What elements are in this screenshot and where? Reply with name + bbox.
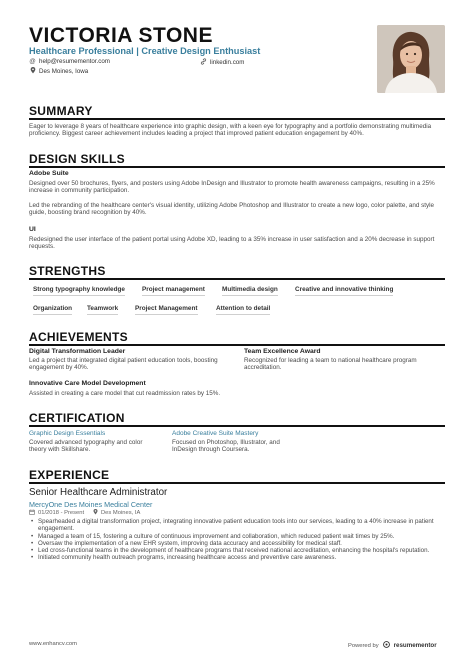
achievement-name: Team Excellence Award (244, 348, 321, 355)
list-item: • Spearheaded a digital transformation project, integrating innovative patient education tools into our services, leading to a 40% increase in patient engagement. (29, 518, 445, 533)
list-item: • Initiated community health outreach programs, increasing healthcare access and preventive care awareness. (29, 554, 445, 561)
job-location (93, 509, 140, 517)
experience-divider (29, 482, 445, 484)
certification-name: Adobe Creative Suite Mastery (172, 430, 259, 437)
design-skills-heading: DESIGN SKILLS (29, 152, 125, 166)
at-icon: @ (29, 58, 36, 65)
candidate-headline: Healthcare Professional | Creative Design Enthusiast (29, 46, 261, 56)
experience-bullets (29, 518, 445, 562)
strength-tag: Organization (33, 305, 72, 315)
email-text: help@resumementor.com (39, 58, 110, 65)
achievement-text: Assisted in creating a care model that cut readmission rates by 15%. (29, 390, 221, 397)
certification-text: Focused on Photoshop, Illustrator, and InDesign through Coursera. (172, 439, 280, 454)
skill-group-name: UI (29, 226, 36, 233)
strengths-divider (29, 278, 445, 280)
skill-group-paragraph: Redesigned the user interface of the patient portal using Adobe XD, leading to a 35% increase in user satisfaction and a 20% decrease in support requests. (29, 236, 435, 251)
brand-name: resumementor (393, 642, 437, 649)
achievements-heading: ACHIEVEMENTS (29, 330, 128, 344)
achievements-divider (29, 344, 445, 346)
strength-tag: Creative and innovative thinking (295, 286, 393, 296)
list-item: • Oversaw the implementation of a new EHR system, improving data accuracy and accessibility for medical staff. (29, 540, 445, 547)
footer-powered-by[interactable] (348, 641, 437, 650)
experience-heading: EXPERIENCE (29, 468, 110, 482)
strength-tag: Project Management (135, 305, 198, 315)
location-pin-icon (29, 67, 36, 76)
location-pin-icon (93, 509, 98, 517)
design-skills-divider (29, 166, 445, 168)
strengths-heading: STRENGTHS (29, 264, 106, 278)
brand-logo-icon (383, 641, 390, 650)
footer-website[interactable]: www.enhancv.com (29, 641, 77, 647)
achievement-text: Led a project that integrated digital patient education tools, boosting engagement by 40%. (29, 357, 218, 372)
strength-tag: Attention to detail (216, 305, 270, 315)
achievement-text: Recognized for leading a team to national healthcare program accreditation. (244, 357, 417, 372)
job-dates-text: 01/2018 - Present (38, 510, 85, 516)
strength-tag: Teamwork (87, 305, 118, 315)
summary-text: Eager to leverage 8 years of healthcare experience into graphic design, with a keen eye for typography and a portfolio demonstrating multimedia proficiency. Biggest career achievement includes leading a project that improved patient education engagement by 40%. (29, 123, 432, 138)
linkedin-text: linkedin.com (210, 59, 245, 66)
summary-divider (29, 118, 445, 120)
list-item: • Led cross-functional teams in the development of healthcare programs that received national accreditation, enhancing the hospital's reputation. (29, 547, 445, 554)
profile-photo (377, 25, 445, 93)
certification-name: Graphic Design Essentials (29, 430, 106, 437)
contact-email[interactable] (29, 58, 110, 65)
achievement-name: Digital Transformation Leader (29, 348, 126, 355)
achievement-name: Innovative Care Model Development (29, 380, 146, 387)
strength-tag: Project management (142, 286, 205, 296)
skill-group-name: Adobe Suite (29, 170, 69, 177)
contact-linkedin[interactable] (200, 58, 244, 67)
skill-group-paragraph: Led the rebranding of the healthcare center's visual identity, utilizing Adobe Photoshop and Illustrator to create a new logo, color palette, and style guide, boosting brand recognition by 40%. (29, 202, 435, 217)
certification-text: Covered advanced typography and color theory with Skillshare. (29, 439, 143, 454)
skill-group-paragraph: Designed over 50 brochures, flyers, and posters using Adobe InDesign and Illustrator to promote health awareness campaigns, resulting in a 25% increase in community participation. (29, 180, 435, 195)
contact-location (29, 67, 88, 76)
job-title: Senior Healthcare Administrator (29, 487, 168, 498)
list-item: • Managed a team of 15, fostering a culture of continuous improvement and collaboration, which reduced patient wait times by 25%. (29, 533, 445, 540)
powered-by-label: Powered by (348, 642, 379, 649)
company-name: MercyOne Des Moines Medical Center (29, 500, 153, 509)
job-dates (29, 509, 84, 517)
job-location-text: Des Moines, IA (101, 510, 141, 516)
certification-heading: CERTIFICATION (29, 411, 125, 425)
certification-divider (29, 425, 445, 427)
summary-heading: SUMMARY (29, 104, 93, 118)
strength-tag: Multimedia design (222, 286, 278, 296)
strength-tag: Strong typography knowledge (33, 286, 125, 296)
link-icon (200, 58, 207, 67)
location-text: Des Moines, Iowa (39, 68, 89, 75)
calendar-icon (29, 509, 35, 517)
candidate-name: VICTORIA STONE (29, 24, 213, 47)
